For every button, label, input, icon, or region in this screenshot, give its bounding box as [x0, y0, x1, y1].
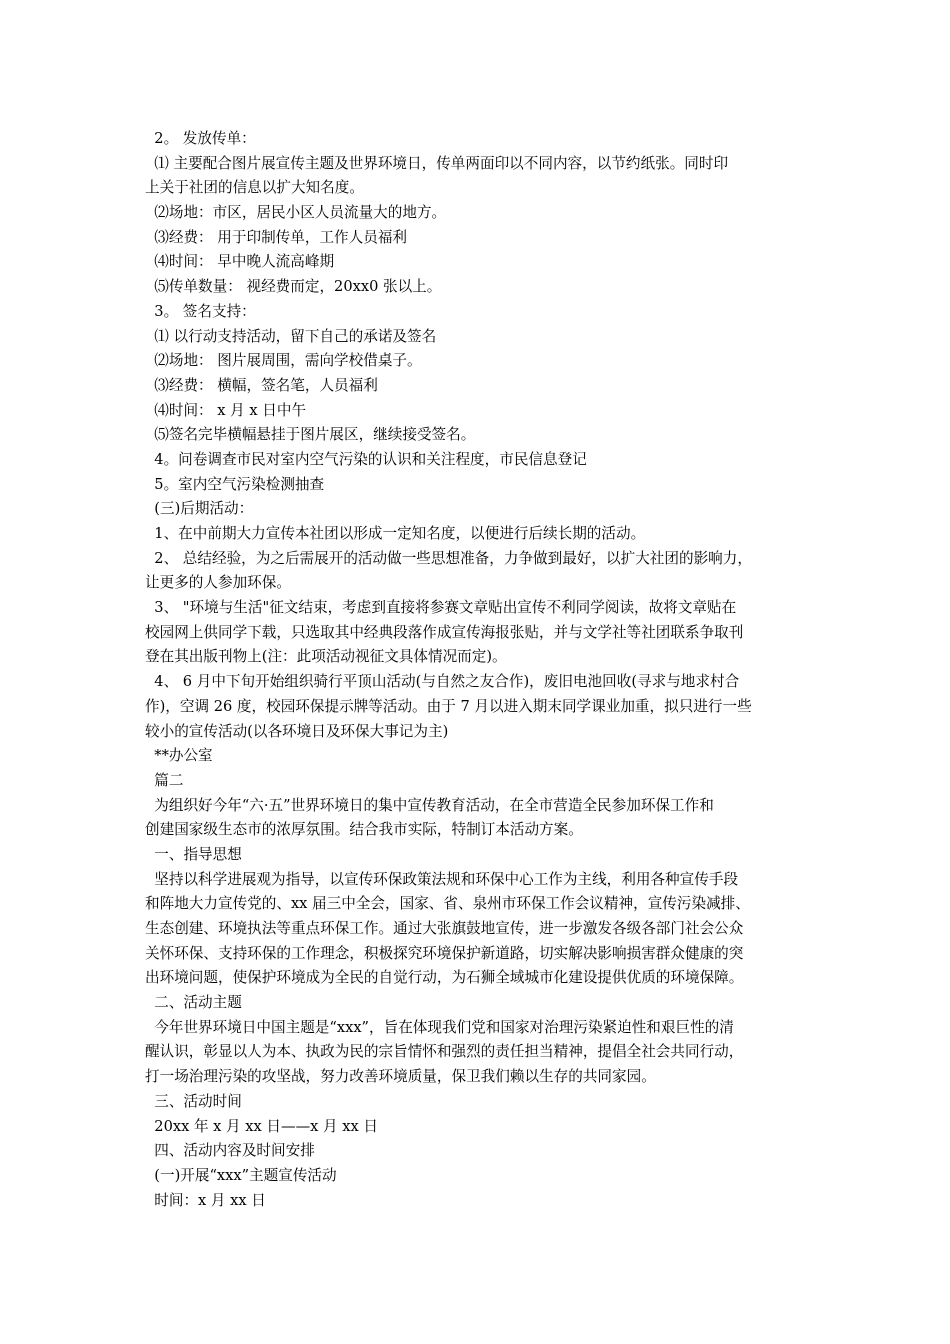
text-line: 今年世界环境日中国主题是“xxx”，旨在体现我们党和国家对治理污染紧迫性和艰巨性的清: [145, 1018, 734, 1036]
text-line: 5。室内空气污染检测抽查: [145, 475, 325, 493]
text-line: ⑴ 主要配合图片展宣传主题及世界环境日，传单两面印以不同内容，以节约纸张。同时印: [145, 154, 729, 172]
text-line: 创建国家级生态市的浓厚氛围。结合我市实际，特制订本活动方案。: [145, 821, 583, 839]
text-line: 打一场治理污染的攻坚战，努力改善环境质量，保卫我们赖以生存的共同家园。: [145, 1068, 656, 1086]
section-heading: 二、活动主题: [145, 994, 242, 1012]
text-line: **办公室: [145, 747, 213, 765]
document-body: [145, 127, 810, 1213]
section-heading: 三、活动时间: [145, 1092, 242, 1110]
text-line: 较小的宣传活动(以各环境日及环保大事记为主): [145, 722, 449, 740]
section-heading: 一、指导思想: [145, 845, 242, 863]
text-line: 2、 总结经验，为之后需展开的活动做一些思想准备，力争做到最好，以扩大社团的影响力，: [145, 549, 752, 567]
text-line: (三)后期活动：: [145, 500, 254, 518]
text-line: 1、在中前期大力宣传本社团以形成一定知名度，以便进行后续长期的活动。: [145, 525, 646, 542]
text-line: 3。 签名支持：: [145, 302, 256, 320]
text-line: 醒认识，彰显以人为本、执政为民的宗旨情怀和强烈的责任担当精神，提倡全社会共同行动，: [145, 1043, 744, 1061]
text-line: 为组织好今年“六·五”世界环境日的集中宣传教育活动，在全市营造全民参加环保工作和: [145, 796, 714, 814]
text-line: 20xx 年 x 月 xx 日——x 月 xx 日: [145, 1117, 378, 1135]
text-line: 4、 6 月中下旬开始组织骑行平顶山活动(与自然之友合作)，废旧电池回收(寻求与地求村合: [145, 673, 740, 691]
text-line: 和阵地大力宣传党的、xx 届三中全会，国家、省、泉州市环保工作会议精神，宣传污染减排、: [145, 895, 750, 913]
text-line: 3、 "环境与生活"征文结束，考虑到直接将参赛文章贴出宣传不利同学阅读，故将文章贴在: [145, 599, 737, 617]
section-heading: 篇二: [145, 771, 184, 789]
text-line: 让更多的人参加环保。: [145, 574, 291, 592]
text-line: ⑶经费： 用于印制传单，工作人员福利: [145, 228, 408, 246]
text-line: ⑵场地：市区，居民小区人员流量大的地方。: [145, 204, 447, 222]
text-line: 出环境问题，使保护环境成为全民的自觉行动，为石狮全域城市化建设提供优质的环境保障。: [145, 969, 744, 987]
text-line: ⑸传单数量： 视经费而定，20xx0 张以上。: [145, 278, 442, 296]
text-line: 坚持以科学进展观为指导，以宣传环保政策法规和环保中心工作为主线，利用各种宣传手段: [145, 870, 739, 888]
text-line: ⑷时间： x 月 x 日中午: [145, 401, 307, 419]
section-heading: 四、活动内容及时间安排: [145, 1142, 315, 1160]
text-line: 关怀环保、支持环保的工作理念，积极探究环境保护新道路，切实解决影响损害群众健康的突: [145, 944, 744, 962]
text-line: 作)，空调 26 度，校园环保提示牌等活动。由于 7 月以进入期末同学课业加重，拟只进行一些: [145, 697, 752, 715]
text-line: 登在其出版刊物上(注：此项活动视征文具体情况而定)。: [145, 648, 507, 666]
text-line: ⑸签名完毕横幅悬挂于图片展区，继续接受签名。: [145, 426, 476, 444]
text-line: 校园网上供同学下载，只选取其中经典段落作成宣传海报张贴，并与文学社等社团联系争取刊: [145, 623, 744, 641]
text-line: 上关于社团的信息以扩大知名度。: [145, 179, 364, 197]
text-line: 4。问卷调查市民对室内空气污染的认识和关注程度，市民信息登记: [145, 450, 587, 468]
text-line: ⑶经费： 横幅，签名笔，人员福利: [145, 376, 378, 394]
text-line: 2。 发放传单：: [145, 130, 256, 147]
text-line: ⑷时间： 早中晚人流高峰期: [145, 253, 335, 271]
text-line: ⑵场地： 图片展周围，需向学校借桌子。: [145, 352, 422, 370]
text-line: (一)开展“xxx”主题宣传活动: [145, 1166, 337, 1184]
text-line: 时间：x 月 xx 日: [145, 1191, 266, 1209]
text-line: ⑴ 以行动支持活动，留下自己的承诺及签名: [145, 327, 437, 345]
text-line: 生态创建、环境执法等重点环保工作。通过大张旗鼓地宣传，进一步激发各级各部门社会公众: [145, 920, 744, 937]
